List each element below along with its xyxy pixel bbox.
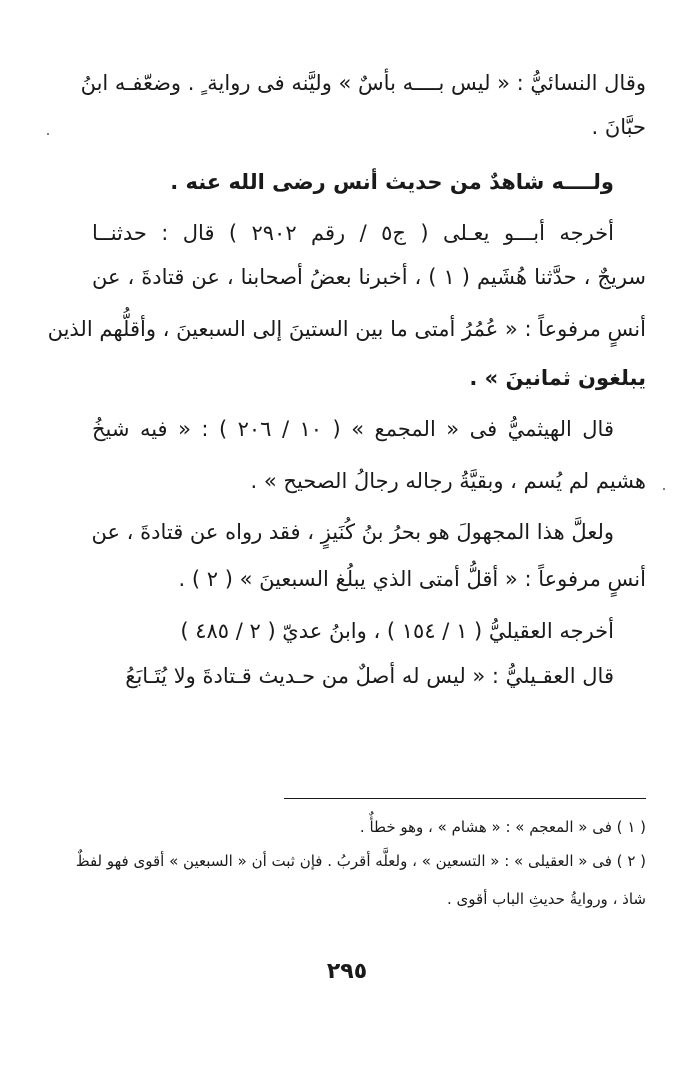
text-line-1: وقال النسائيُّ : « ليس بــــه بأسٌ » وليَّنه فى رواية ٍ . وضعّفـه ابنُ [80, 71, 646, 95]
text-line-6: أنسٍ مرفوعاً : « عُمُرُ أمتى ما بين الستينَ إلى السبعينَ ، وأقلُّهم الذين [47, 317, 646, 341]
text-line-8: قال الهيثميُّ فى « المجمع » ( ١٠ / ٢٠٦ ) : « فيه شيخُ [92, 417, 614, 441]
text-line-4: أخرجه أبـــو يعـلى ( ج٥ / رقم ٢٩٠٢ ) قال : حدثنــا [92, 221, 614, 245]
text-line-10: ولعلَّ هذا المجهولَ هو بحرُ بنُ كُنَيزٍ ، فقد رواه عن قتادةَ ، عن [91, 520, 614, 544]
scan-speck [663, 488, 665, 490]
text-line-2: حبَّانَ . [591, 115, 646, 139]
text-line-3: ولــــه شاهدٌ من حديث أنس رضى الله عنه . [170, 170, 614, 194]
text-line-12: أخرجه العقيليُّ ( ١ / ١٥٤ ) ، وابنُ عديّ ( ٢ / ٤٨٥ ) [180, 619, 614, 643]
page-number: ٢٩٥ [326, 959, 368, 984]
footnote-2-continued: شاذ ، وروايةُ حديثِ الباب أقوى . [447, 890, 646, 908]
text-line-11: أنسٍ مرفوعاً : « أقلُّ أمتى الذي يبلُغ السبعينَ » ( ٢ ) . [178, 567, 646, 591]
footnote-1: ( ١ ) فى « المعجم » : « هشام » ، وهو خطأٌ . [359, 818, 646, 836]
text-line-13: قال العقـيليُّ : « ليس له أصلٌ من حـديث قـتادةَ ولا يُتَـابَعُ [125, 664, 614, 688]
footnote-separator [284, 798, 646, 799]
footnote-2: ( ٢ ) فى « العقيلى » : « التسعين » ، ولعلَّه أقربُ . فإن ثبت أن « السبعين » أقوى فهو لفظٌ [75, 852, 646, 870]
text-line-7: يبلغون ثمانينَ » . [469, 366, 646, 390]
text-line-9: هشيم لم يُسم ، وبقيَّةُ رجاله رجالُ الصحيح » . [250, 469, 646, 493]
text-line-5: سريجٌ ، حدَّثنا هُشَيم ( ١ ) ، أخبرنا بعضُ أصحابنا ، عن قتادةَ ، عن [92, 265, 647, 289]
scan-speck [47, 133, 49, 135]
